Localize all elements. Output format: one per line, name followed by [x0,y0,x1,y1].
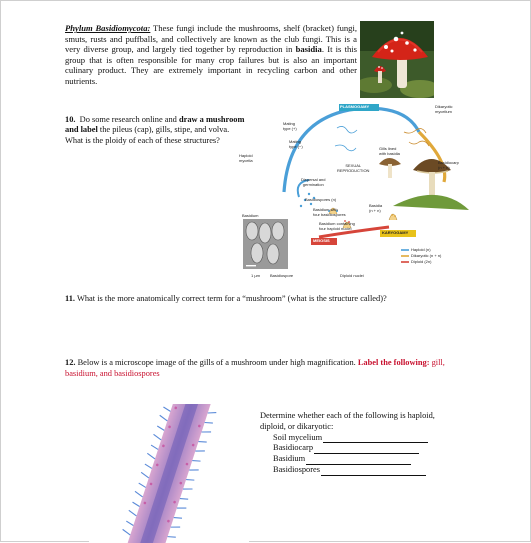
basidiospore-label: Basidiospore [270,273,294,278]
answer-blank-basidiocarp[interactable] [314,445,419,454]
answer-row-soil-mycelium [260,433,460,444]
mating-type-plus-label: Mating type (+) [283,121,297,131]
phylum-heading: Phylum Basidiomycota: [65,23,151,33]
legend-diploid: Diploid (2n) [411,259,432,264]
answer-label-basidiocarp: Basidiocarp [273,443,314,453]
scale-bar-label: 1 µm [251,273,260,278]
question-10-text-2: the pileus (cap), gills, stipe, and volva. What is the ploidy of each of these structures? [65,125,230,145]
question-12-red-normal: gill, basidium, and basidiospores [65,358,445,378]
question-10-text-1: Do some research online and [79,115,179,124]
question-12-red-bold: Label the following: [357,358,430,367]
basidiospores-n-label: Basidiospores (n) [305,197,337,202]
determine-prompt: Determine whether each of the following is haploid, diploid, or dikaryotic: [260,411,435,431]
question-10-number: 10. [65,115,76,124]
question-12-text: Below is a microscope image of the gills of a mushroom under high magnification. [77,358,358,367]
sexual-reproduction-label: SEXUAL REPRODUCTION [337,163,370,173]
answer-blank-basidium[interactable] [306,456,411,465]
diploid-nuclei-label: Diploid nuclei [340,273,364,278]
meiosis-label: MEIOSIS [313,238,330,243]
answer-label-basidium: Basidium [273,454,306,464]
basidium-with-spores-label: Basidium with four basidiospores [313,207,346,217]
answer-label-basidiospores: Basidiospores [273,464,320,474]
basidium-label: Basidium [242,213,259,218]
mating-type-minus-label: Mating type (−) [289,139,303,149]
plasmogamy-label: PLASMOGAMY [340,104,370,109]
haploid-mycelia-label: Haploid mycelia [239,153,253,163]
question-12-number: 12. [65,358,76,367]
answer-row-basidium [260,454,460,465]
answer-blank-basidiospores[interactable] [321,467,426,476]
basidia-nn-label: Basidia (n + n) [369,203,383,213]
question-11-text: What is the more anatomically correct term for a “mushroom” (what is the structure called)? [76,294,387,303]
answer-blank-soil-mycelium[interactable] [323,434,428,443]
intro-bold-basidia: basidia [295,44,322,55]
basidia-micrograph [243,219,288,269]
question-10 [65,115,245,146]
gills-lined-label: Gills lined with basidia [379,146,400,156]
basidium-containing-label: Basidium containing four haploid nuclei [319,221,355,231]
question-10-bold: draw a mushroom and label [65,115,245,135]
question-12 [65,358,465,379]
legend-haploid: Haploid (n) [411,247,431,252]
question-11 [65,294,485,305]
dispersal-germination-label: Dispersal and germination [301,177,326,187]
intro-paragraph [65,23,357,87]
answer-row-basidiocarp [260,443,460,454]
basidiocarp-label: Basidiocarp (n + n) [438,160,459,170]
dikaryotic-mycelium-label: Dikaryotic mycelium [435,104,453,114]
determine-ploidy-section [260,411,460,476]
red-mushroom-photo [360,21,434,98]
question-11-number: 11. [65,294,76,303]
cut-mushroom-section [379,158,401,178]
answer-label-soil-mycelium: Soil mycelium [273,432,323,442]
intro-text-1: These fungi include the mushrooms, shelf (bracket) fungi, smuts, rusts and puffballs, and collectively are known as the club fungi. This is a very diverse group, and largely tied together by reproduction in [65,23,357,55]
gill-micrograph [89,404,249,543]
intro-text-2: . It is this group that is often responsible for many crop failures but is also an important culinary product. They are extremely important in recycling carbon and other nutrients. [65,44,357,86]
answer-row-basidiospores [260,465,460,476]
legend-dikaryotic: Dikaryotic (n + n) [411,253,442,258]
legend [401,250,409,262]
karyogamy-label: KARYOGAMY [382,230,409,235]
